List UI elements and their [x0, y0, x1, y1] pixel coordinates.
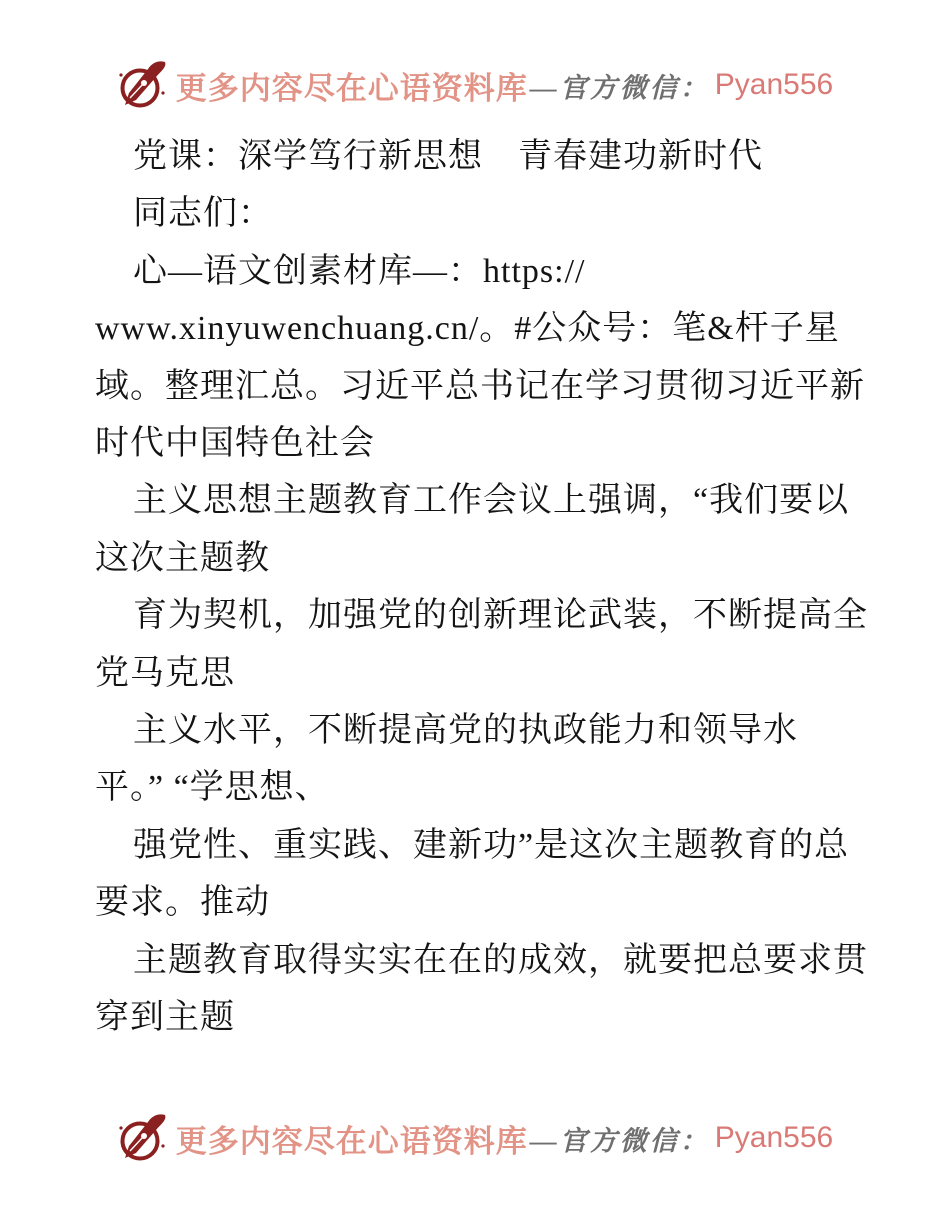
text-line: 主题教育取得实实在在的成效，就要把总要求贯 — [133, 941, 868, 979]
text-line: 主义水平，不断提高党的执政能力和领导水 — [133, 712, 798, 750]
watermark-brand-text: 更多内容尽在心语资料库 — [175, 70, 528, 106]
document-body — [95, 128, 895, 1047]
text-line: 育为契机，加强党的创新理论武装，不断提高全 — [133, 597, 868, 635]
text-line: 主义思想主题教育工作会议上强调，“我们要以 — [133, 482, 850, 520]
text-line: 平。” “学思想、 — [95, 769, 330, 807]
text-line: 同志们： — [133, 195, 273, 233]
text-line: 穿到主题 — [95, 999, 235, 1037]
text-line: 强党性、重实践、建新功”是这次主题教育的总 — [133, 826, 850, 864]
text-line: 域。整理汇总。习近平总书记在学习贯彻习近平新 — [95, 367, 865, 405]
text-line: 心—语文创素材库—：https:// — [133, 252, 586, 290]
text-line: 时代中国特色社会 — [95, 425, 375, 463]
text-line: 党马克思 — [95, 654, 235, 692]
pen-nib-circle-icon — [117, 60, 169, 110]
watermark-header — [0, 60, 950, 110]
text-line: www.xinyuwenchuang.cn/。#公众号：笔&杆子星 — [95, 310, 840, 348]
watermark-wechat-id: Pyan556 — [714, 1121, 834, 1154]
watermark-wechat-label: —官方微信： — [529, 72, 710, 103]
watermark-brand-text: 更多内容尽在心语资料库 — [175, 1123, 528, 1159]
pen-nib-circle-icon — [117, 1113, 169, 1163]
text-line: 要求。推动 — [95, 884, 270, 922]
watermark-wechat-id: Pyan556 — [714, 68, 834, 101]
text-line: 这次主题教 — [95, 539, 270, 577]
document-title-line: 党课：深学笃行新思想 青春建功新时代 — [133, 138, 763, 175]
watermark-footer — [0, 1113, 950, 1163]
watermark-wechat-label: —官方微信： — [529, 1125, 710, 1156]
